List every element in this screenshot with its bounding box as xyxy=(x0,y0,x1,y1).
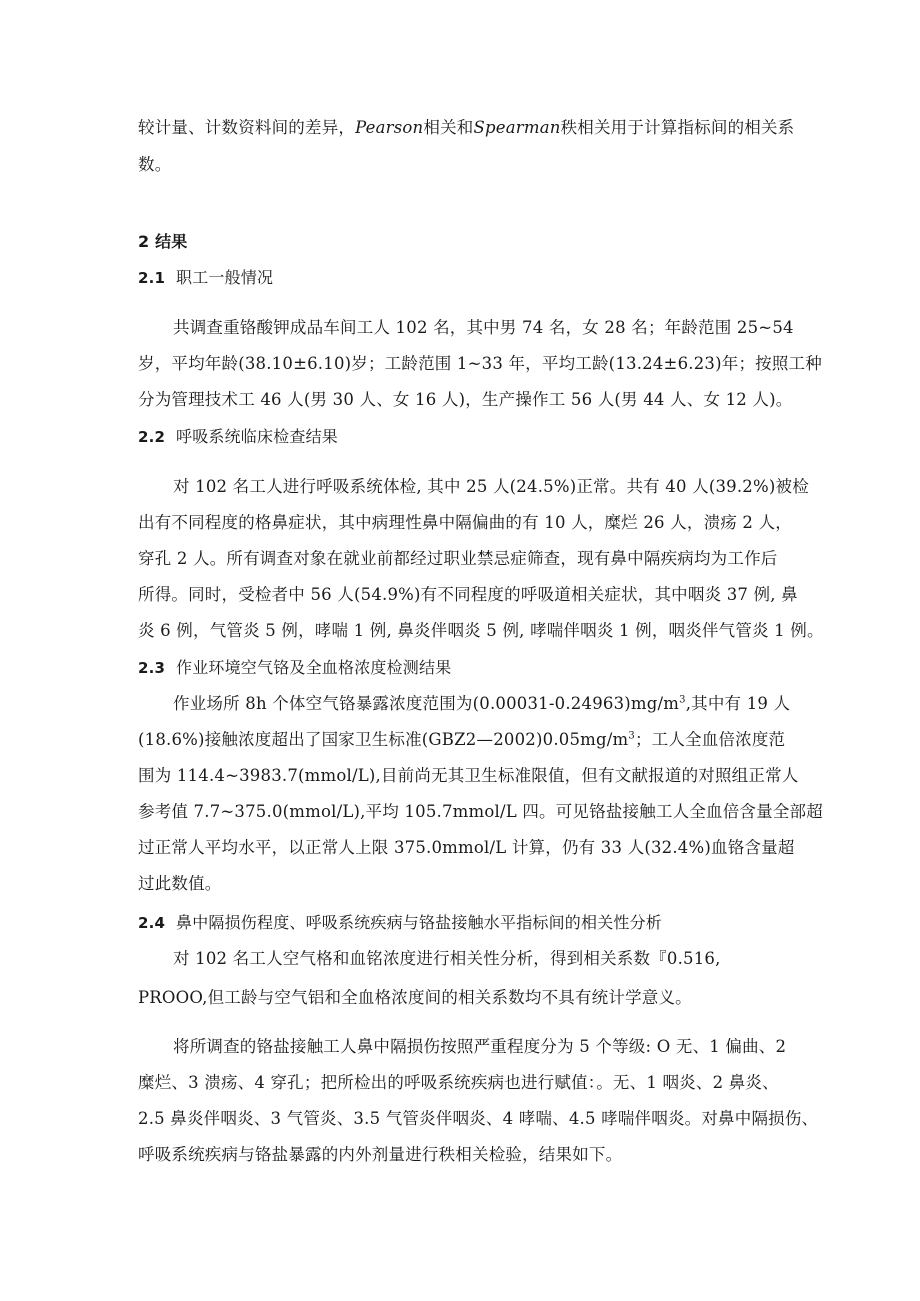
paragraph-line: 将所调查的铬盐接触工人鼻中隔损伤按照严重程度分为 5 个等级: O 无、1 偏曲、2 xyxy=(173,1037,787,1056)
paragraph-line: 对 102 名工人进行呼吸系统体检, 其中 25 人(24.5%)正常。共有 40 人(39.2%)被检 xyxy=(173,477,809,496)
subsection-2-1-heading xyxy=(138,268,798,288)
paragraph-line: 对 102 名工人空气格和血铭浓度进行相关性分析，得到相关系数『0.516, xyxy=(173,949,721,968)
paragraph-line: 围为 114.4~3983.7(mmol/L),目前尚无其卫生标准限值，但有文献报道的对照组正常人 xyxy=(138,766,799,785)
text-fragment: (18.6%)接触浓度超出了国家卫生标准(GBZ2—2002)0.05mg/m xyxy=(138,730,629,749)
paragraph-line: 参考值 7.7~375.0(mmol/L),平均 105.7mmol/L 四。可见铬盐接触工人全血倍含量全部超 xyxy=(138,802,823,821)
subsection-2-2-heading xyxy=(138,427,798,447)
paragraph-line: 所得。同时，受检者中 56 人(54.9%)有不同程度的呼吸道相关症状，其中咽炎 37 例, 鼻 xyxy=(138,585,798,604)
section-2-heading: 2 结果 xyxy=(138,232,188,251)
subsection-title: 职工一般情况 xyxy=(176,268,274,287)
subsection-2-4-heading xyxy=(138,913,798,933)
intro-text-e: 秩相关用于计算指标间的相关系 xyxy=(560,118,795,137)
subsection-title: 鼻中隔损伤程度、呼吸系统疾病与铬盐接触水平指标间的相关性分析 xyxy=(176,913,663,932)
intro-line-1 xyxy=(138,118,798,138)
subsection-number: 2.3 xyxy=(138,659,166,677)
subsection-number: 2.1 xyxy=(138,269,166,287)
paragraph-line: 呼吸系统疾病与铬盐暴露的内外剂量进行秩相关检验，结果如下。 xyxy=(138,1145,623,1164)
subsection-2-3-heading xyxy=(138,658,798,678)
intro-line-2: 数。 xyxy=(138,155,172,174)
paragraph-line: 过此数值。 xyxy=(138,874,222,893)
paragraph-line xyxy=(138,730,798,750)
paragraph-line xyxy=(173,694,833,714)
pearson-term: Pearson xyxy=(355,118,424,137)
subsection-number: 2.4 xyxy=(138,914,166,932)
paragraph-line: 炎 6 例，气管炎 5 例，哮喘 1 例, 鼻炎伴咽炎 5 例, 哮喘伴咽炎 1 例，咽炎伴气管炎 1 例。 xyxy=(138,621,824,640)
paragraph-line: 2.5 鼻炎伴咽炎、3 气管炎、3.5 气管炎伴咽炎、4 哮喘、4.5 哮喘伴咽炎。对鼻中隔损伤、 xyxy=(138,1109,819,1128)
text-fragment: ；工人全血倍浓度范 xyxy=(634,730,786,749)
intro-text-c: 相关和 xyxy=(423,118,474,137)
intro-text-a: 较计量、计数资料间的差异， xyxy=(138,118,356,137)
paragraph-line: 穿孔 2 人。所有调查对象在就业前都经过职业禁忌症筛查，现有鼻中隔疾病均为工作后 xyxy=(138,549,778,568)
subsection-title: 作业环境空气铬及全血格浓度检测结果 xyxy=(176,658,452,677)
paragraph-line: 岁，平均年龄(38.10±6.10)岁；工龄范围 1~33 年，平均工龄(13.24±6.23)年；按照工种 xyxy=(138,354,822,373)
subsection-title: 呼吸系统临床检查结果 xyxy=(176,427,339,446)
subsection-number: 2.2 xyxy=(138,428,166,446)
paragraph-line: 过正常人平均水平，以正常人上限 375.0mmol/L 计算，仍有 33 人(32.4%)血铬含量超 xyxy=(138,838,795,857)
paragraph-line: PROOO,但工龄与空气铝和全血格浓度间的相关系数均不具有统计学意义。 xyxy=(138,988,692,1007)
text-fragment: 作业场所 8h 个体空气铬暴露浓度范围为(0.00031-0.24963)mg/m xyxy=(173,694,680,713)
text-fragment: ,其中有 19 人 xyxy=(685,694,791,713)
paragraph-line: 糜烂、3 溃疡、4 穿孔；把所检出的呼吸系统疾病也进行赋值：。无、1 咽炎、2 鼻炎、 xyxy=(138,1073,779,1092)
paragraph-line: 共调查重铬酸钾成品车间工人 102 名，其中男 74 名，女 28 名；年龄范围 25~54 xyxy=(173,318,794,337)
paragraph-line: 分为管理技术工 46 人(男 30 人、女 16 人)，生产操作工 56 人(男 44 人、女 12 人)。 xyxy=(138,390,793,409)
spearman-term: Spearman xyxy=(473,118,561,137)
paragraph-line: 出有不同程度的格鼻症状，其中病理性鼻中隔偏曲的有 10 人，糜烂 26 人，溃疡 2 人， xyxy=(138,513,792,532)
superscript: 3 xyxy=(679,694,686,706)
superscript: 3 xyxy=(628,730,635,742)
